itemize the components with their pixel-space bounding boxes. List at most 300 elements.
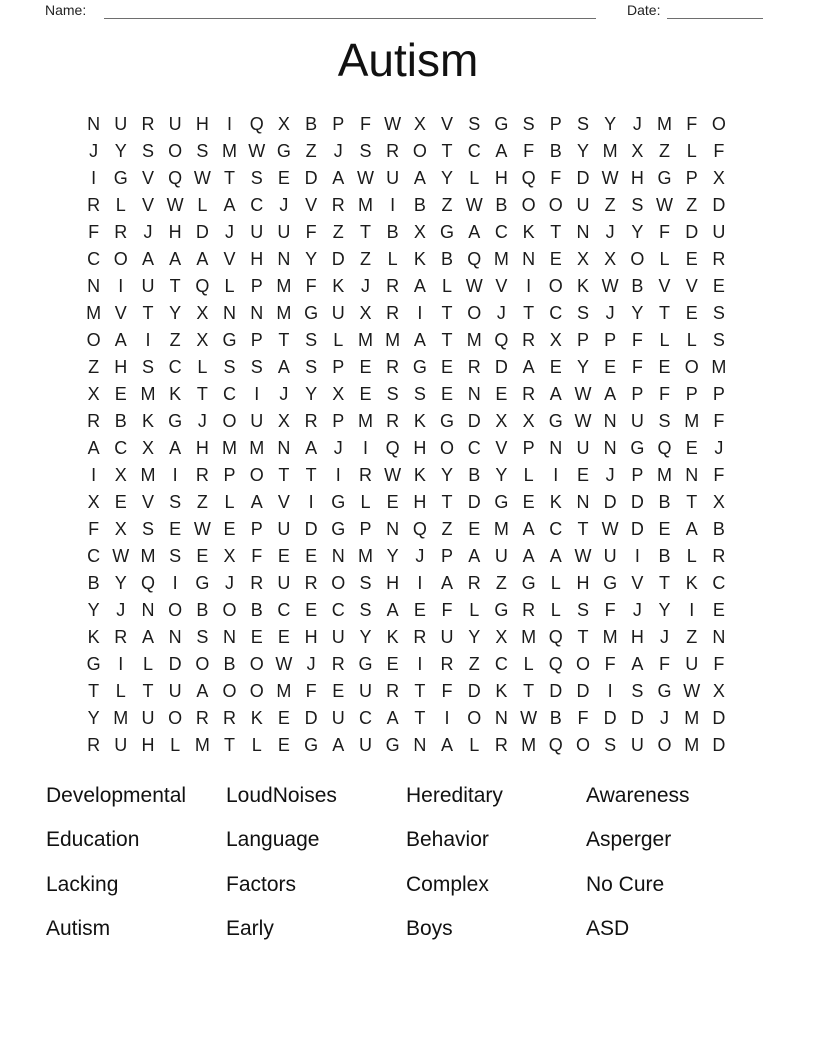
grid-letter: M [602, 141, 618, 161]
grid-letter: J [605, 465, 615, 485]
grid-letter: B [305, 114, 318, 134]
grid-letter: T [88, 681, 100, 701]
grid-letter: T [659, 573, 671, 593]
grid-letter: A [305, 438, 318, 458]
grid-letter: C [467, 438, 481, 458]
grid-letter: A [332, 735, 345, 755]
grid-letter: R [195, 708, 209, 728]
word-list-item: Autism [46, 917, 111, 941]
grid-letter: G [331, 519, 346, 539]
grid-letter: R [522, 384, 536, 404]
grid-letter: V [141, 168, 154, 188]
grid-letter: W [574, 546, 592, 566]
grid-letter: J [225, 573, 235, 593]
grid-letter: B [712, 519, 725, 539]
grid-letter: M [357, 330, 373, 350]
grid-letter: V [441, 114, 454, 134]
grid-letter: F [251, 546, 263, 566]
grid-letter: J [89, 141, 99, 161]
grid-letter: E [685, 438, 698, 458]
grid-letter: R [195, 465, 209, 485]
grid-letter: A [223, 195, 236, 215]
grid-row [80, 705, 733, 732]
grid-letter: A [522, 519, 535, 539]
grid-letter: O [331, 573, 346, 593]
grid-letter: O [249, 681, 264, 701]
grid-row [80, 570, 733, 597]
grid-letter: E [359, 384, 372, 404]
grid-letter: Q [657, 438, 672, 458]
grid-letter: L [197, 357, 208, 377]
grid-letter: C [168, 357, 182, 377]
date-label: Date: [627, 2, 661, 18]
grid-letter: O [86, 330, 101, 350]
grid-letter: U [630, 411, 644, 431]
grid-letter: L [115, 195, 126, 215]
grid-letter: Q [412, 519, 427, 539]
grid-letter: U [331, 303, 345, 323]
grid-letter: H [114, 357, 128, 377]
grid-letter: E [549, 357, 562, 377]
grid-letter: E [468, 519, 481, 539]
grid-letter: S [196, 141, 209, 161]
grid-letter: T [224, 168, 236, 188]
grid-letter: Y [305, 249, 318, 269]
grid-letter: S [169, 492, 182, 512]
grid-letter: M [684, 708, 700, 728]
grid-letter: U [114, 114, 128, 134]
grid-letter: F [631, 357, 643, 377]
grid-letter: U [250, 411, 264, 431]
grid-letter: T [550, 222, 562, 242]
grid-letter: F [305, 681, 317, 701]
grid-letter: A [386, 600, 399, 620]
grid-letter: E [359, 357, 372, 377]
grid-letter: O [113, 249, 128, 269]
grid-letter: Z [686, 195, 698, 215]
grid-letter: C [358, 708, 372, 728]
grid-letter: R [522, 600, 536, 620]
grid-letter: C [114, 438, 128, 458]
grid-letter: X [413, 222, 426, 242]
grid-letter: S [712, 303, 725, 323]
grid-letter: C [277, 600, 291, 620]
grid-letter: G [440, 222, 455, 242]
grid-letter: D [549, 681, 563, 701]
grid-letter: R [467, 573, 481, 593]
grid-letter: M [276, 303, 292, 323]
grid-letter: M [657, 114, 673, 134]
grid-letter: N [331, 546, 345, 566]
grid-letter: S [576, 303, 589, 323]
grid-letter: K [685, 573, 698, 593]
grid-letter: E [196, 546, 209, 566]
grid-letter: K [576, 276, 589, 296]
grid-letter: D [467, 492, 481, 512]
grid-letter: E [658, 357, 671, 377]
grid-letter: M [357, 195, 373, 215]
grid-letter: K [549, 492, 562, 512]
grid-letter: Q [494, 330, 509, 350]
grid-letter: F [88, 222, 100, 242]
grid-letter: S [468, 114, 481, 134]
grid-letter: F [305, 276, 317, 296]
grid-letter: V [305, 195, 318, 215]
grid-letter: O [168, 141, 183, 161]
grid-letter: A [169, 249, 182, 269]
grid-letter: B [495, 195, 508, 215]
grid-letter: N [223, 303, 237, 323]
grid-letter: G [494, 492, 509, 512]
grid-letter: J [605, 303, 615, 323]
grid-letter: D [603, 492, 617, 512]
grid-letter: A [495, 141, 508, 161]
grid-letter: P [250, 330, 263, 350]
grid-letter: R [223, 708, 237, 728]
grid-letter: F [550, 168, 562, 188]
grid-row [80, 354, 733, 381]
grid-letter: Q [548, 735, 563, 755]
grid-letter: F [523, 141, 535, 161]
grid-letter: E [277, 168, 290, 188]
grid-letter: G [548, 411, 563, 431]
grid-letter: D [331, 249, 345, 269]
grid-letter: L [442, 276, 453, 296]
grid-row [80, 462, 733, 489]
grid-letter: U [603, 546, 617, 566]
grid-letter: O [684, 357, 699, 377]
grid-letter: W [601, 276, 619, 296]
grid-letter: U [331, 627, 345, 647]
grid-letter: I [553, 465, 559, 485]
grid-letter: R [467, 357, 481, 377]
grid-row [80, 732, 733, 759]
grid-letter: U [277, 519, 291, 539]
grid-letter: C [87, 249, 101, 269]
grid-letter: S [250, 168, 263, 188]
grid-letter: W [112, 546, 130, 566]
grid-letter: U [358, 735, 372, 755]
grid-letter: Z [169, 330, 181, 350]
grid-letter: N [386, 519, 400, 539]
grid-letter: U [277, 222, 291, 242]
grid-letter: M [466, 330, 482, 350]
grid-letter: B [468, 465, 481, 485]
grid-letter: P [250, 276, 263, 296]
grid-letter: U [331, 708, 345, 728]
grid-letter: W [601, 519, 619, 539]
grid-letter: D [603, 708, 617, 728]
grid-row [80, 651, 733, 678]
grid-letter: J [333, 141, 343, 161]
grid-letter: P [604, 330, 617, 350]
name-fill-in-line [104, 0, 596, 19]
grid-letter: K [413, 249, 426, 269]
grid-letter: H [630, 168, 644, 188]
grid-letter: M [276, 276, 292, 296]
grid-letter: L [469, 600, 480, 620]
grid-letter: E [441, 384, 454, 404]
grid-letter: W [193, 519, 211, 539]
grid-letter: A [169, 438, 182, 458]
grid-letter: T [169, 276, 181, 296]
grid-letter: Q [249, 114, 264, 134]
grid-letter: N [277, 249, 291, 269]
grid-letter: R [114, 627, 128, 647]
grid-letter: S [712, 330, 725, 350]
grid-letter: Q [467, 249, 482, 269]
grid-letter: R [522, 330, 536, 350]
grid-letter: E [413, 600, 426, 620]
grid-letter: P [332, 114, 345, 134]
grid-letter: D [195, 222, 209, 242]
grid-letter: H [304, 627, 318, 647]
grid-letter: U [494, 546, 508, 566]
grid-letter: M [276, 681, 292, 701]
grid-letter: D [304, 708, 318, 728]
grid-letter: U [712, 222, 726, 242]
grid-letter: Q [385, 438, 400, 458]
grid-letter: Y [359, 627, 372, 647]
grid-letter: J [306, 654, 316, 674]
grid-letter: R [87, 735, 101, 755]
grid-letter: C [223, 384, 237, 404]
grid-letter: G [168, 411, 183, 431]
grid-letter: N [141, 600, 155, 620]
grid-letter: Q [548, 627, 563, 647]
grid-letter: I [254, 384, 260, 404]
grid-letter: Y [604, 114, 617, 134]
grid-letter: S [631, 195, 644, 215]
grid-letter: T [523, 681, 535, 701]
grid-letter: J [632, 114, 642, 134]
grid-letter: B [114, 411, 127, 431]
grid-letter: T [441, 303, 453, 323]
grid-letter: S [305, 357, 318, 377]
grid-letter: E [685, 303, 698, 323]
grid-letter: I [118, 654, 124, 674]
grid-letter: B [658, 546, 671, 566]
grid-letter: F [441, 600, 453, 620]
grid-letter: C [331, 600, 345, 620]
grid-letter: I [172, 573, 178, 593]
grid-letter: N [168, 627, 182, 647]
grid-letter: R [440, 654, 454, 674]
grid-letter: O [575, 735, 590, 755]
grid-letter: F [659, 654, 671, 674]
grid-letter: D [685, 222, 699, 242]
word-list-item: Behavior [406, 828, 489, 852]
grid-letter: Y [576, 141, 589, 161]
grid-letter: I [390, 195, 396, 215]
grid-letter: N [494, 708, 508, 728]
grid-letter: W [384, 114, 402, 134]
grid-letter: A [413, 330, 426, 350]
grid-letter: E [658, 519, 671, 539]
grid-letter: U [250, 222, 264, 242]
grid-letter: R [87, 195, 101, 215]
grid-letter: S [522, 114, 535, 134]
grid-letter: A [413, 168, 426, 188]
grid-letter: J [116, 600, 126, 620]
grid-letter: O [222, 681, 237, 701]
grid-letter: D [630, 492, 644, 512]
grid-letter: L [224, 276, 235, 296]
grid-letter: J [632, 600, 642, 620]
grid-letter: M [113, 708, 129, 728]
grid-row [80, 678, 733, 705]
grid-letter: L [251, 735, 262, 755]
grid-letter: T [224, 735, 236, 755]
grid-letter: P [631, 465, 644, 485]
grid-letter: O [440, 438, 455, 458]
grid-letter: N [549, 438, 563, 458]
grid-letter: A [685, 519, 698, 539]
grid-letter: F [713, 465, 725, 485]
word-list-item: Language [226, 828, 320, 852]
grid-letter: O [249, 465, 264, 485]
grid-letter: Y [631, 222, 644, 242]
grid-letter: D [630, 519, 644, 539]
grid-letter: R [386, 303, 400, 323]
grid-letter: T [577, 519, 589, 539]
grid-letter: U [576, 438, 590, 458]
grid-letter: A [441, 573, 454, 593]
grid-letter: Q [195, 276, 210, 296]
grid-letter: A [522, 546, 535, 566]
grid-letter: R [331, 195, 345, 215]
grid-letter: G [412, 357, 427, 377]
grid-letter: X [332, 384, 345, 404]
grid-letter: X [522, 411, 535, 431]
grid-letter: N [603, 411, 617, 431]
grid-letter: G [358, 654, 373, 674]
grid-letter: K [413, 465, 426, 485]
grid-letter: K [141, 411, 154, 431]
grid-letter: X [631, 141, 644, 161]
grid-letter: F [631, 330, 643, 350]
grid-letter: A [87, 438, 100, 458]
grid-letter: O [467, 708, 482, 728]
grid-letter: N [277, 438, 291, 458]
grid-letter: G [331, 492, 346, 512]
grid-letter: H [141, 735, 155, 755]
grid-letter: I [227, 114, 233, 134]
grid-letter: W [520, 708, 538, 728]
grid-letter: Z [88, 357, 100, 377]
grid-letter: N [576, 492, 590, 512]
grid-letter: O [222, 600, 237, 620]
grid-letter: R [358, 465, 372, 485]
grid-letter: S [576, 114, 589, 134]
grid-letter: T [523, 303, 535, 323]
grid-letter: L [197, 195, 208, 215]
grid-letter: F [88, 519, 100, 539]
grid-row [80, 111, 733, 138]
grid-letter: M [140, 465, 156, 485]
grid-letter: C [250, 195, 264, 215]
grid-letter: Y [441, 168, 454, 188]
grid-letter: X [576, 249, 589, 269]
grid-letter: B [87, 573, 100, 593]
grid-letter: E [223, 519, 236, 539]
grid-letter: R [413, 627, 427, 647]
grid-letter: F [713, 141, 725, 161]
grid-letter: A [522, 357, 535, 377]
grid-letter: M [493, 519, 509, 539]
grid-letter: T [441, 141, 453, 161]
grid-letter: R [386, 681, 400, 701]
grid-letter: K [169, 384, 182, 404]
grid-letter: U [386, 168, 400, 188]
grid-letter: W [574, 411, 592, 431]
grid-letter: A [250, 492, 263, 512]
grid-letter: F [305, 222, 317, 242]
grid-letter: R [712, 546, 726, 566]
grid-letter: D [576, 168, 590, 188]
word-list-item: Early [226, 917, 274, 941]
grid-letter: K [495, 681, 508, 701]
grid-letter: A [386, 708, 399, 728]
grid-letter: D [304, 519, 318, 539]
grid-letter: T [414, 708, 426, 728]
grid-letter: K [87, 627, 100, 647]
grid-letter: G [385, 735, 400, 755]
grid-letter: U [141, 276, 155, 296]
grid-letter: I [417, 654, 423, 674]
grid-letter: I [172, 465, 178, 485]
grid-letter: W [356, 168, 374, 188]
grid-letter: A [549, 546, 562, 566]
grid-letter: G [304, 303, 319, 323]
grid-letter: N [413, 735, 427, 755]
grid-letter: E [277, 627, 290, 647]
grid-letter: V [631, 573, 644, 593]
grid-letter: U [114, 735, 128, 755]
grid-letter: I [91, 465, 97, 485]
grid-letter: Y [658, 600, 671, 620]
grid-letter: U [168, 114, 182, 134]
grid-letter: X [114, 519, 127, 539]
grid-letter: A [141, 627, 154, 647]
grid-letter: E [386, 654, 399, 674]
word-list [46, 774, 766, 952]
grid-letter: V [141, 492, 154, 512]
grid-letter: E [712, 600, 725, 620]
grid-letter: X [359, 303, 372, 323]
grid-letter: I [417, 303, 423, 323]
word-list-item: ASD [586, 917, 630, 941]
grid-letter: O [222, 411, 237, 431]
grid-letter: Z [305, 141, 317, 161]
grid-letter: E [114, 492, 127, 512]
grid-letter: Y [87, 708, 100, 728]
grid-letter: M [684, 411, 700, 431]
grid-row [80, 138, 733, 165]
grid-letter: I [91, 168, 97, 188]
grid-letter: S [169, 546, 182, 566]
grid-letter: J [605, 222, 615, 242]
grid-letter: E [549, 249, 562, 269]
grid-letter: E [305, 600, 318, 620]
grid-letter: E [604, 357, 617, 377]
grid-letter: R [494, 735, 508, 755]
grid-row [80, 300, 733, 327]
grid-letter: O [412, 141, 427, 161]
grid-row [80, 435, 733, 462]
grid-letter: J [415, 546, 425, 566]
word-list-item: Education [46, 828, 140, 852]
